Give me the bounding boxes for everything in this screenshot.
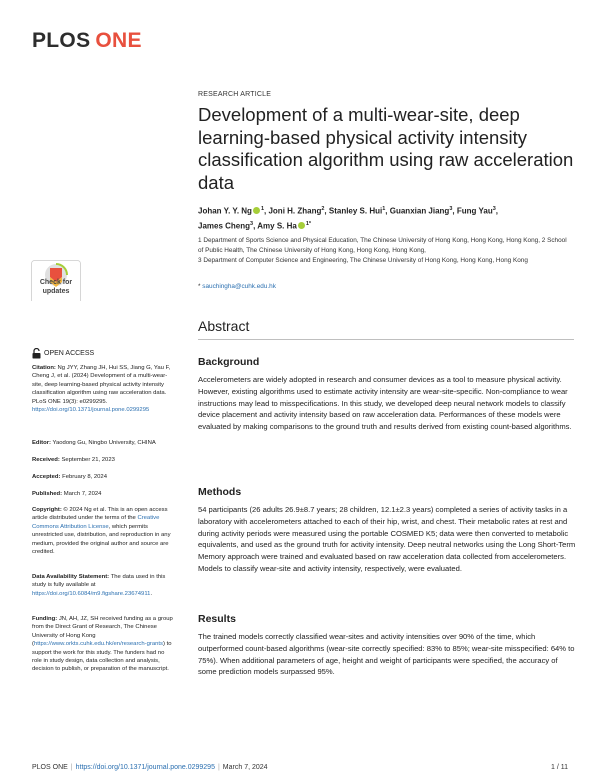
author-affiliation-mark: 1*: [305, 220, 312, 227]
corresponding-star: *: [198, 283, 201, 290]
abstract-divider: [198, 339, 574, 340]
open-access-label: OPEN ACCESS: [44, 350, 95, 357]
check-for-updates-label[interactable]: Check for updates: [39, 279, 73, 295]
author-name[interactable]: Joni H. Zhang: [268, 206, 322, 216]
funding-text-end: ) to support the work for this study. The funders had no role in study design, data collection and analysis, decision to publish, or preparation of the manuscript.: [32, 641, 172, 673]
citation-doi-link[interactable]: https://doi.org/10.1371/journal.pone.0299295: [32, 407, 150, 414]
data-link[interactable]: https://doi.org/10.6084/m9.figshare.23674911: [32, 590, 151, 597]
section-heading-methods: Methods: [198, 486, 242, 498]
footer-separator: |: [70, 764, 73, 771]
published-block: [32, 490, 174, 498]
citation-label: Citation:: [32, 365, 56, 371]
section-text-background: Accelerometers are widely adopted in research and consumer devices as a tool to measure physical activity. However, existing algorithms used to estimate activity intensity are wear-site-specific. Non-compliance to wear instructions may lead to misspecifications. In this study, we developed deep neural network models to classify device placement and activity intensity based on raw acceleration data. Performances of these models were evaluated by making comparisons to the ground truth and results derived from existing count-based algorithms.: [198, 375, 572, 431]
editor-text: Yaodong Gu, Ningbo University, CHINA: [52, 440, 156, 446]
orcid-icon[interactable]: [253, 207, 260, 214]
section-text-methods: 54 participants (26 adults 26.9±8.7 years; 28 children, 12.1±2.3 years) completed a series of activity tasks in a laboratory with accelerometers attached to each of their hip, wrist, and chest. Their metabolic rates at rest and during activity periods were measured using the portable COSMED K5; data were then converted to metabolic equivalents, and used as the ground truth for activity intensity. Deep neutral networks using the Long Short-Term Memory approach were trained and evaluated based on raw acceleration data collected from accelerometers. Models to classify wear-site and activity intensity, respectively, were evaluated.: [198, 505, 576, 573]
copyright-label: Copyright:: [32, 507, 62, 513]
email-link[interactable]: sauchingha@cuhk.edu.hk: [202, 283, 276, 290]
received-block: [32, 456, 174, 464]
affiliations: [198, 236, 570, 266]
journal-logo-one: ONE: [95, 29, 142, 52]
section-heading-results: Results: [198, 613, 236, 625]
received-label: Received:: [32, 457, 60, 463]
funding-link[interactable]: https://www.orkts.cuhk.edu.hk/en/research-grants: [33, 641, 163, 648]
author-name[interactable]: Amy S. Ha: [257, 221, 297, 231]
editor-label: Editor:: [32, 440, 51, 446]
author-name[interactable]: Guanxian Jiang: [389, 206, 450, 216]
article-title: Development of a multi-wear-site, deep learning-based physical activity intensity classification algorithm using raw acceleration data: [198, 104, 574, 193]
citation-text: Ng JYY, Zhang JH, Hui SS, Jiang G, Yau F, Cheng J, et al. (2024) Development of a multi-wear-site, deep learning-based physical activity intensity classification algorithm using raw acceleration data. PLoS ONE 19(3): e0299295.: [32, 365, 171, 405]
author-name[interactable]: James Cheng: [198, 221, 251, 231]
copyright-block: [32, 506, 174, 556]
corresponding-email: [198, 283, 276, 290]
page-number: 1 / 11: [551, 764, 568, 771]
published-text: March 7, 2024: [63, 491, 102, 497]
author-affiliation-mark: 2: [321, 206, 325, 212]
section-text-results: The trained models correctly classified wear-sites and activity intensities over 90% of the time, which outperformed count-based algorithms (wear-site correctly specified: 83% to 85%; wear-site misspecified: 64% to 75%). When additional parameters of age, height and weight of participants were specified, the accuracy of some prediction models surpassed 95%.: [198, 632, 575, 677]
footer-doi-link[interactable]: https://doi.org/10.1371/journal.pone.0299295: [75, 764, 215, 771]
author-name[interactable]: Fung Yau: [456, 206, 493, 216]
journal-logo: [32, 29, 142, 53]
author-name[interactable]: Stanley S. Hui: [328, 206, 383, 216]
article-type: RESEARCH ARTICLE: [198, 91, 272, 98]
page-footer: [32, 764, 268, 771]
data-availability-label: Data Availability Statement:: [32, 574, 110, 580]
footer-date: March 7, 2024: [222, 764, 268, 771]
affiliation-line: 1 Department of Sports Science and Physical Education, The Chinese University of Hong Kong, Hong Kong, Hong Kong, 2 School of Public Health, The Chinese University of Hong Kong, Hong Kong, Hong Kong,: [198, 237, 567, 254]
accepted-label: Accepted:: [32, 474, 61, 480]
citation-block: [32, 364, 174, 414]
affiliation-line: 3 Department of Computer Science and Engineering, The Chinese University of Hong Kong, Hong Kong, Hong Kong: [198, 256, 528, 264]
data-availability-block: [32, 573, 174, 598]
funding-text: JN, AH, JZ, SH received funding as a group from the Direct Grant of Research, The Chinese University of Hong Kong (: [32, 616, 173, 648]
copyright-text: © 2024 Ng et al. This is an open access article distributed under the terms of the: [32, 507, 168, 522]
journal-logo-plos: PLOS: [32, 29, 91, 52]
author-name[interactable]: Johan Y. Y. Ng: [198, 206, 252, 216]
section-heading-background: Background: [198, 356, 260, 368]
license-link[interactable]: Creative Commons Attribution License: [32, 515, 160, 530]
published-label: Published:: [32, 491, 63, 497]
orcid-icon[interactable]: [298, 222, 305, 229]
author-affiliation-mark: 3: [449, 206, 453, 212]
data-availability-text: The data used in this study is fully available at: [32, 574, 166, 589]
accepted-text: February 8, 2024: [62, 474, 107, 480]
accepted-block: [32, 473, 174, 481]
received-text: September 21, 2023: [61, 457, 115, 463]
footer-separator: |: [217, 764, 220, 771]
author-list: Johan Y. Y. Ng $^1$, Joni H. Zhang$^2$, Stanley S. Hui$^1$, Guanxian Jiang$^3$, Fung Yau$^3$, James Cheng$^3$, Amy S. Ha $^{1*}$: [198, 206, 498, 231]
author-affiliation-mark: 1: [260, 206, 265, 212]
editor-block: [32, 439, 174, 447]
footer-journal: PLOS ONE: [32, 764, 68, 771]
author-affiliation-mark: 3: [492, 206, 496, 212]
funding-block: [32, 615, 174, 674]
abstract-heading: Abstract: [198, 318, 250, 334]
copyright-text-end: , which permits unrestricted use, distribution, and reproduction in any medium, provided the original author and source are credited.: [32, 523, 171, 556]
funding-label: Funding:: [32, 616, 58, 622]
open-access-badge: [32, 348, 94, 359]
open-lock-icon: [32, 348, 41, 359]
author-affiliation-mark: 3: [250, 220, 254, 227]
author-affiliation-mark: 1: [382, 206, 386, 212]
data-availability-end: .: [150, 590, 153, 597]
